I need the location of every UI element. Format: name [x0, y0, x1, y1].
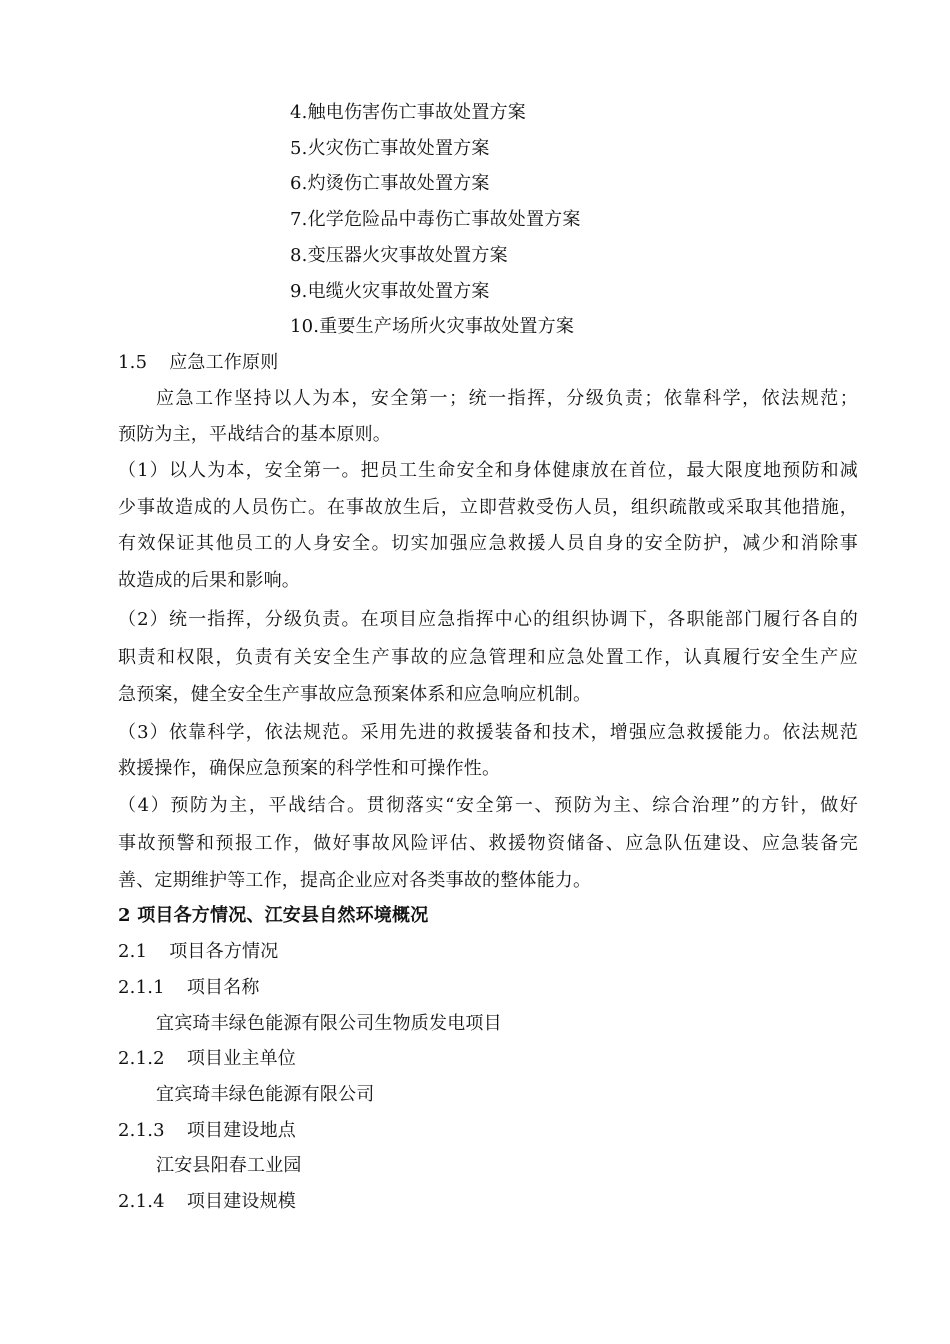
- chapter-heading-2: 2 项目各方情况、江安县自然环境概况: [118, 905, 429, 926]
- paragraph-line: 故造成的后果和影响。: [118, 570, 300, 591]
- section-number: 2.1.4: [118, 1191, 165, 1212]
- list-item: 8.变压器火灾事故处置方案: [290, 245, 508, 266]
- paragraph-line: 应急工作坚持以人为本，安全第一；统一指挥，分级负责；依靠科学，依法规范；: [156, 388, 858, 409]
- paragraph-line: 职责和权限，负责有关安全生产事故的应急管理和应急处置工作，认真履行安全生产应: [118, 647, 858, 668]
- section-heading-2-1-3: [118, 1119, 296, 1143]
- paragraph-line: 有效保证其他员工的人身安全。切实加强应急救援人员自身的安全防护，减少和消除事: [118, 533, 858, 554]
- list-item: 9.电缆火灾事故处置方案: [290, 281, 490, 302]
- paragraph-line: 急预案，健全安全生产事故应急预案体系和应急响应机制。: [118, 684, 592, 705]
- section-heading-2-1-4: [118, 1190, 296, 1214]
- section-heading-2-1: [118, 940, 278, 964]
- section-number: 2.1.3: [118, 1120, 165, 1141]
- section-title: 项目业主单位: [186, 1048, 297, 1069]
- section-title: 项目建设规模: [186, 1191, 297, 1212]
- section-value: 宜宾琦丰绿色能源有限公司生物质发电项目: [156, 1013, 502, 1034]
- section-number: 2.1: [118, 941, 148, 962]
- section-value: 宜宾琦丰绿色能源有限公司: [156, 1084, 375, 1105]
- section-heading-1-5: [118, 351, 278, 375]
- section-title: 项目名称: [186, 977, 260, 998]
- section-title: 项目建设地点: [186, 1120, 297, 1141]
- section-number: 2.1.2: [118, 1048, 165, 1069]
- section-title: 项目各方情况: [169, 941, 279, 962]
- section-value: 江安县阳春工业园: [156, 1155, 302, 1176]
- paragraph-line: 事故预警和预报工作，做好事故风险评估、救援物资储备、应急队伍建设、应急装备完: [118, 833, 858, 854]
- list-item: 5.火灾伤亡事故处置方案: [290, 138, 490, 159]
- paragraph-line: 预防为主，平战结合的基本原则。: [118, 424, 391, 445]
- paragraph-line: （3）依靠科学，依法规范。采用先进的救援装备和技术，增强应急救援能力。依法规范: [118, 722, 858, 743]
- section-number: 2.1.1: [118, 977, 165, 998]
- paragraph-line: 善、定期维护等工作，提高企业应对各类事故的整体能力。: [118, 870, 592, 891]
- list-item: 7.化学危险品中毒伤亡事故处置方案: [290, 209, 581, 230]
- list-item: 10.重要生产场所火灾事故处置方案: [290, 316, 575, 337]
- list-item: 6.灼烫伤亡事故处置方案: [290, 173, 490, 194]
- section-number: 1.5: [118, 352, 148, 373]
- paragraph-line: 少事故造成的人员伤亡。在事故放生后，立即营救受伤人员，组织疏散或采取其他措施，: [118, 497, 858, 518]
- section-heading-2-1-1: [118, 976, 260, 1000]
- paragraph-line: （1）以人为本，安全第一。把员工生命安全和身体健康放在首位，最大限度地预防和减: [118, 460, 858, 481]
- list-item: 4.触电伤害伤亡事故处置方案: [290, 102, 526, 123]
- paragraph-line: （4）预防为主，平战结合。贯彻落实“安全第一、预防为主、综合治理”的方针，做好: [118, 795, 858, 816]
- paragraph-line: 救援操作，确保应急预案的科学性和可操作性。: [118, 758, 501, 779]
- section-heading-2-1-2: [118, 1047, 296, 1071]
- paragraph-line: （2）统一指挥，分级负责。在项目应急指挥中心的组织协调下，各职能部门履行各自的: [118, 609, 858, 630]
- section-title: 应急工作原则: [169, 352, 279, 373]
